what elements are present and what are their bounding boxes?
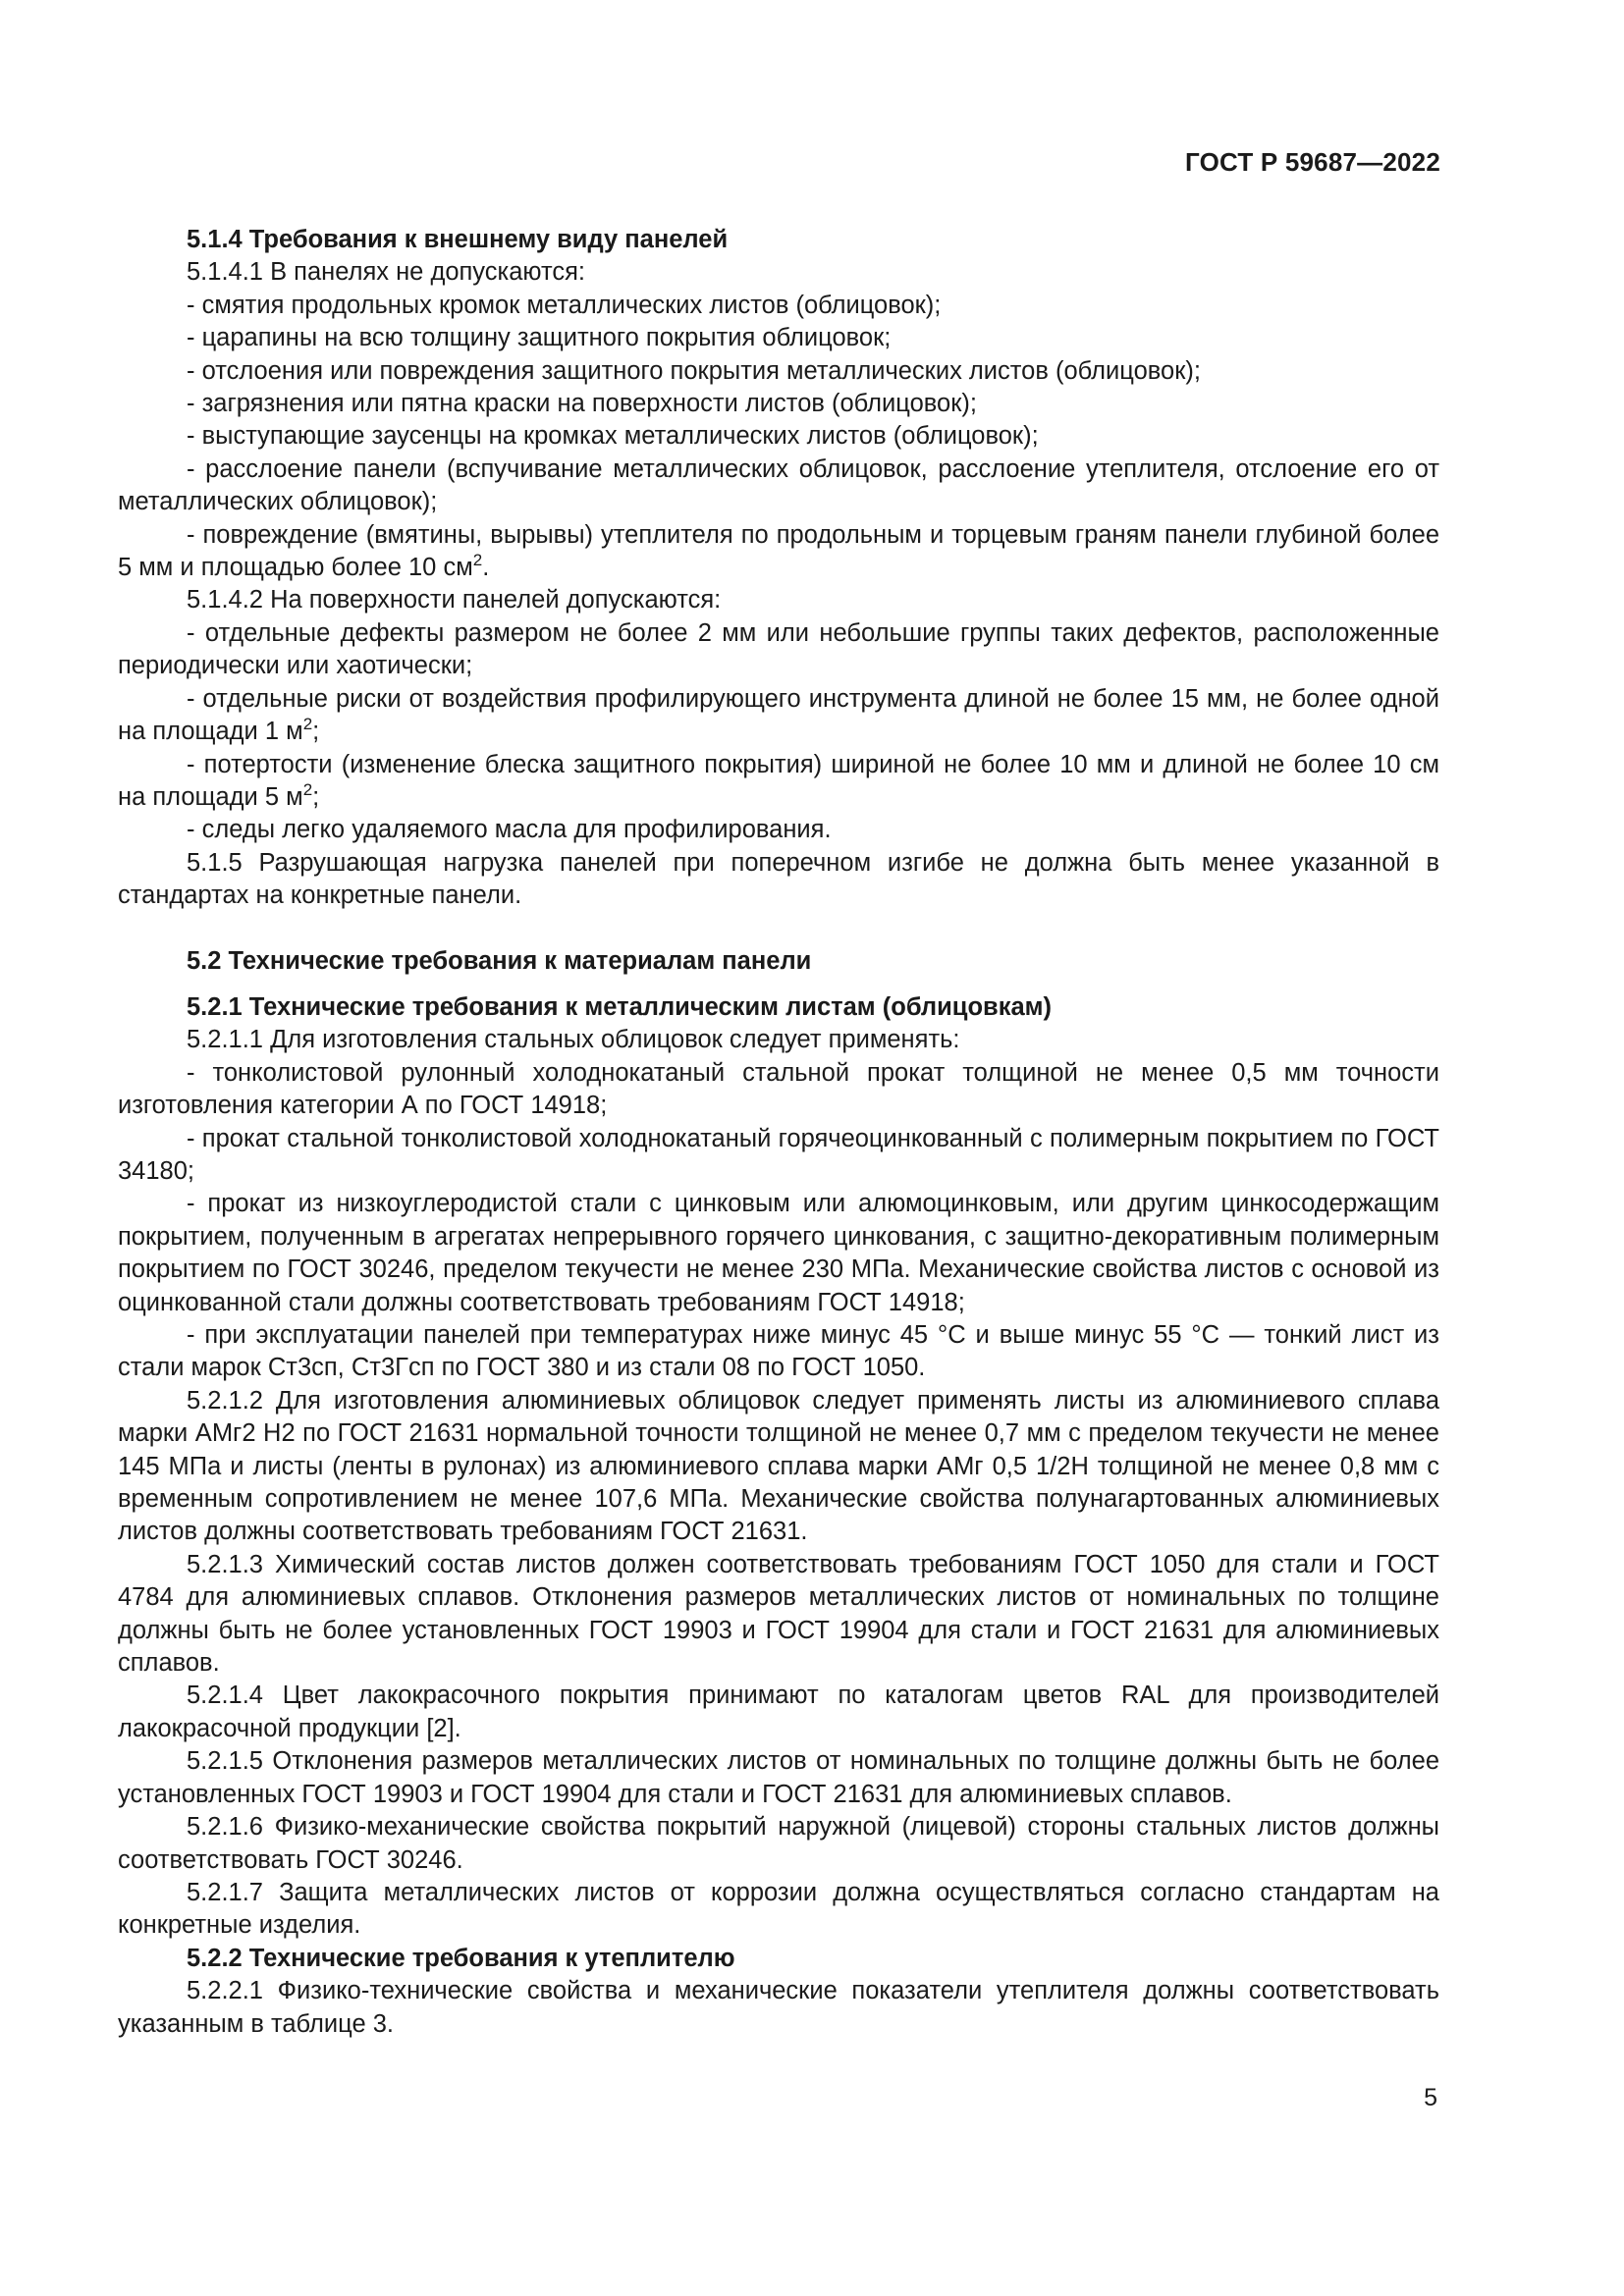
list-item: - загрязнения или пятна краски на поверхности листов (облицовок); xyxy=(187,390,977,418)
clause-5-2-1-6: 5.2.1.6 Физико-механические свойства покрытий наружной (лицевой) стороны стальных листов должны соответствовать ГОСТ 30246. xyxy=(118,1813,1439,1874)
section-heading-5-1-4: 5.1.4 Требования к внешнему виду панелей xyxy=(187,226,729,253)
superscript: 2 xyxy=(472,551,483,570)
clause-5-2-1-4: 5.2.1.4 Цвет лакокрасочного покрытия принимают по каталогам цветов RAL для производителей лакокрасочной продукции [2]. xyxy=(118,1682,1439,1742)
clause-5-2-1-5: 5.2.1.5 Отклонения размеров металлических листов от номинальных по толщине должны быть не более установленных ГОСТ 19903 и ГОСТ 19904 для стали и ГОСТ 21631 для алюминиевых сплавов. xyxy=(118,1747,1439,1808)
clause-5-2-1-2: 5.2.1.2 Для изготовления алюминиевых облицовок следует применять листы из алюминиевого сплава марки АМг2 Н2 по ГОСТ 21631 нормальной точности толщиной не менее 0,7 мм с пределом текучести не менее 145 МПа и листы (ленты в рулонах) из алюминиевого сплава марки АМг 0,5 1/2Н толщиной не менее 0,8 мм с временным сопротивлением не менее 107,6 МПа. Механические свойства полунагартованных алюминиевых листов должны соответствовать требованиям ГОСТ 21631. xyxy=(118,1386,1439,1546)
list-item xyxy=(118,749,1439,815)
list-item: - расслоение панели (вспучивание металлических облицовок, расслоение утеплителя, отслоение его от металлических облицовок); xyxy=(118,454,1439,516)
document-id-header: ГОСТ Р 59687—2022 xyxy=(1185,147,1440,177)
superscript: 2 xyxy=(302,779,313,799)
list-item: - при эксплуатации панелей при температурах ниже минус 45 °С и выше минус 55 °С — тонкий лист из стали марок Ст3сп, Ст3Гсп по ГОСТ 380 и из стали 08 по ГОСТ 1050. xyxy=(118,1321,1439,1382)
document-body xyxy=(118,224,1439,2041)
superscript: 2 xyxy=(302,715,313,734)
page-number: 5 xyxy=(1424,2084,1437,2111)
section-heading-5-2-2: 5.2.2 Технические требования к утеплителю xyxy=(187,1944,735,1972)
list-item xyxy=(118,519,1439,585)
list-item-tail: ; xyxy=(312,782,320,811)
list-item: - прокат стальной тонколистовой холоднокатаный горячеоцинкованный с полимерным покрытием по ГОСТ 34180; xyxy=(118,1124,1439,1185)
list-item-text: - повреждение (вмятины, вырывы) утеплителя по продольным и торцевым граням панели глубиной более 5 мм и площадью более 10 см xyxy=(118,520,1439,582)
clause-5-1-5: 5.1.5 Разрушающая нагрузка панелей при поперечном изгибе не должна быть менее указанной в стандартах на конкретные панели. xyxy=(118,848,1439,910)
list-item: - тонколистовой рулонный холоднокатаный стальной прокат толщиной не менее 0,5 мм точности изготовления категории А по ГОСТ 14918; xyxy=(118,1058,1439,1120)
list-item: - смятия продольных кромок металлических листов (облицовок); xyxy=(187,291,942,319)
clause-5-2-1-1: 5.2.1.1 Для изготовления стальных облицовок следует применять: xyxy=(187,1026,960,1054)
list-item: - отдельные дефекты размером не более 2 мм или небольшие группы таких дефектов, расположенные периодически или хаотически; xyxy=(118,618,1439,680)
list-item-text: - потертости (изменение блеска защитного покрытия) шириной не более 10 мм и длиной не более 10 см на площади 5 м xyxy=(118,750,1439,811)
list-item: - выступающие заусенцы на кромках металлических листов (облицовок); xyxy=(187,422,1039,451)
list-item: - отслоения или повреждения защитного покрытия металлических листов (облицовок); xyxy=(187,356,1201,385)
list-item: - царапины на всю толщину защитного покрытия облицовок; xyxy=(187,324,892,352)
clause-5-1-4-2: 5.1.4.2 На поверхности панелей допускаются: xyxy=(187,586,722,614)
section-heading-5-2: 5.2 Технические требования к материалам панели xyxy=(187,946,812,975)
list-item xyxy=(118,683,1439,749)
clause-5-2-1-3: 5.2.1.3 Химический состав листов должен соответствовать требованиям ГОСТ 1050 для стали и ГОСТ 4784 для алюминиевых сплавов. Отклонения размеров металлических листов от номинальных по толщине должны быть не более установленных ГОСТ 19903 и ГОСТ 19904 для стали и ГОСТ 21631 для алюминиевых сплавов. xyxy=(118,1550,1439,1678)
clause-5-2-2-1: 5.2.2.1 Физико-технические свойства и механические показатели утеплителя должны соответствовать указанным в таблице 3. xyxy=(118,1977,1439,2038)
list-item-tail: . xyxy=(482,554,490,582)
list-item-text: - отдельные риски от воздействия профилирующего инструмента длиной не более 15 мм, не более одной на площади 1 м xyxy=(118,684,1439,746)
list-item: - следы легко удаляемого масла для профилирования. xyxy=(187,816,832,844)
clause-5-2-1-7: 5.2.1.7 Защита металлических листов от коррозии должна осуществляться согласно стандартам на конкретные изделия. xyxy=(118,1878,1439,1940)
list-item: - прокат из низкоуглеродистой стали с цинковым или алюмоцинковым, или другим цинкосодержащим покрытием, полученным в агрегатах непрерывного горячего цинкования, с защитно-декоративным полимерным покрытием по ГОСТ 30246, пределом текучести не менее 230 МПа. Механические свойства листов с основой из оцинкованной стали должны соответствовать требованиям ГОСТ 14918; xyxy=(118,1190,1439,1316)
section-heading-5-2-1: 5.2.1 Технические требования к металлическим листам (облицовкам) xyxy=(187,992,1053,1021)
clause-5-1-4-1: 5.1.4.1 В панелях не допускаются: xyxy=(187,258,586,287)
list-item-tail: ; xyxy=(312,718,320,746)
